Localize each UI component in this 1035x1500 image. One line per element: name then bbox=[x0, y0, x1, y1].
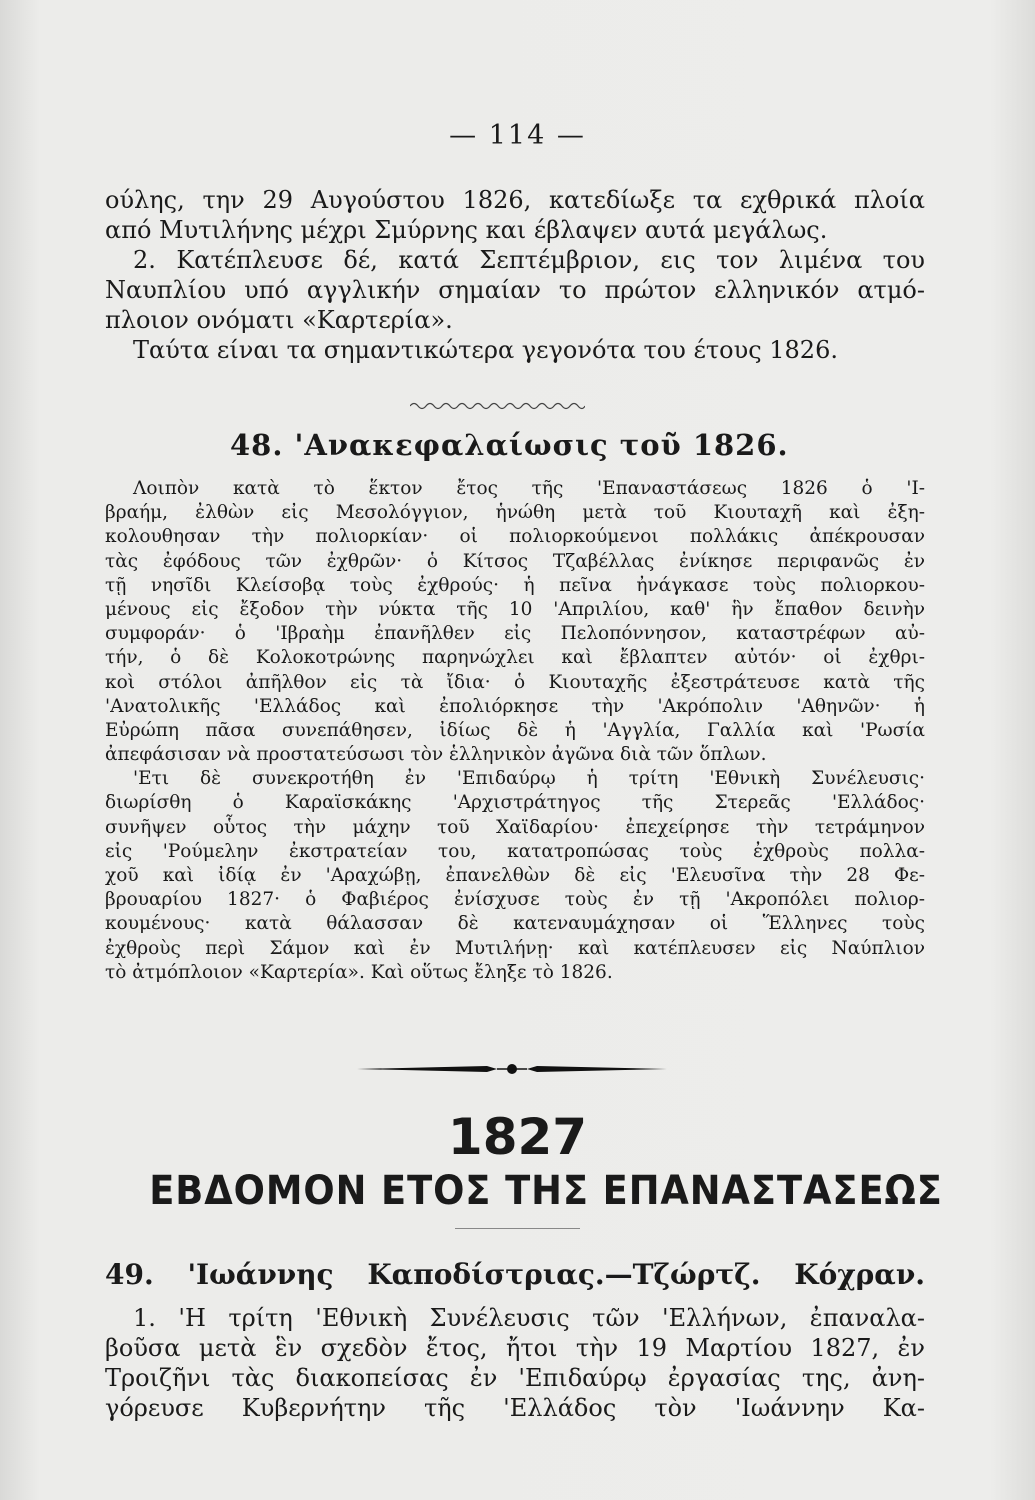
text-line: ἐχθροὺς περὶ Σάμον καὶ ἐν Μυτιλήνῃ· καὶ κατέπλευσεν εἰς Ναύπλιον bbox=[105, 937, 925, 959]
year-title: 1827 bbox=[447, 1108, 588, 1166]
text-line: μένους εἰς ἔξοδον τὴν νύκτα τῆς 10 'Απριλίου, καθ' ἣν ἔπαθον δεινὴν bbox=[105, 598, 925, 620]
text-line: γόρευσε Κυβερνήτην τῆς 'Ελλάδος τὸν 'Ιωάννην Κα- bbox=[105, 1394, 925, 1422]
section-48-body bbox=[105, 477, 925, 985]
wavy-divider bbox=[410, 400, 585, 412]
text-line: τὸ ἀτμόπλοιον «Καρτερία». Καὶ οὕτως ἔληξε τὸ 1826. bbox=[105, 961, 613, 983]
text-line: χοῦ καὶ ἰδίᾳ ἐν 'Αραχώβῃ, ἐπανελθὼν δὲ εἰς 'Ελευσῖνα τὴν 28 Φε- bbox=[105, 865, 925, 886]
text-line: ἀπεφάσισαν νὰ προστατεύσωσι τὸν ἑλληνικὸν ἀγῶνα διὰ τῶν ὅπλων. bbox=[105, 744, 767, 766]
text-line: πλοιον ονόματι «Καρτερία». bbox=[105, 306, 453, 334]
text-line: Ταύτα είναι τα σημαντικώτερα γεγονότα του έτους 1826. bbox=[133, 336, 838, 364]
section-48-heading: 48. 'Ανακεφαλαίωσις τοῦ 1826. bbox=[230, 428, 789, 462]
text-line: κολουθησαν τὴν πολιορκίαν· οἱ πολιορκούμενοι πολλάκις ἀπέκρουσαν bbox=[105, 526, 925, 548]
text-line: Λοιπὸν κατὰ τὸ ἕκτον ἔτος τῆς 'Επαναστάσεως 1826 ὁ 'Ι- bbox=[133, 478, 925, 499]
text-line: συμφοράν· ὁ 'Ιβραὴμ ἐπανῆλθεν εἰς Πελοπόννησον, καταστρέφων αὐ- bbox=[105, 623, 925, 645]
text-line: διωρίσθη ὁ Καραϊσκάκης 'Αρχιστράτηγος τῆς Στερεᾶς 'Ελλάδος· bbox=[105, 792, 925, 814]
text-line: εἰς 'Ρούμελην ἐκστρατείαν του, κατατροπώσας τοὺς ἐχθροὺς πολλα- bbox=[105, 840, 925, 862]
text-line: βραήμ, ἐλθὼν εἰς Μεσολόγγιον, ἡνώθη μετὰ τοῦ Κιουταχῆ καὶ ἐξη- bbox=[105, 502, 925, 524]
text-line: 1. 'Η τρίτη 'Εθνικὴ Συνέλευσις τῶν 'Ελλήνων, ἐπαναλα- bbox=[133, 1304, 925, 1332]
year-subtitle: ΕΒΔΟΜΟΝ ΕΤΟΣ ΤΗΣ ΕΠΑΝΑΣΤΑΣΕΩΣ bbox=[149, 1168, 943, 1214]
section-49-body bbox=[105, 1303, 925, 1423]
section-49-heading: 49. 'Ιωάννης Καποδίστριας.—Τζώρτζ. Κόχραν. bbox=[105, 1258, 925, 1291]
text-line: 'Ανατολικῆς 'Ελλάδος καὶ ἐπολιόρκησε τὴν 'Ακρόπολιν 'Αθηνῶν· ἡ bbox=[105, 695, 925, 717]
ornamental-divider bbox=[357, 1060, 667, 1078]
text-line: κουμένους· κατὰ θάλασσαν δὲ κατεναυμάχησαν οἱ Ἕλληνες τοὺς bbox=[105, 913, 925, 935]
text-line: 'Ετι δὲ συνεκροτήθη ἐν 'Επιδαύρῳ ἡ τρίτη 'Εθνικὴ Συνέλευσις· bbox=[133, 768, 925, 790]
text-line: βοῦσα μετὰ ἓν σχεδὸν ἔτος, ἤτοι τὴν 19 Μαρτίου 1827, ἐν bbox=[105, 1334, 925, 1362]
text-line: Ναυπλίου υπό αγγλικήν σημαίαν το πρώτον ελληνικόν ατμό- bbox=[105, 276, 925, 304]
text-line: βρουαρίου 1827· ὁ Φαβιέρος ἐνίσχυσε τοὺς ἐν τῇ 'Ακροπόλει πολιορ- bbox=[105, 889, 925, 911]
short-rule bbox=[455, 1228, 580, 1229]
text-line: τῇ νησῖδι Κλείσοβᾳ τοὺς ἐχθρούς· ἡ πεῖνα ἠνάγκασε τοὺς πολιορκου- bbox=[105, 574, 925, 596]
text-line: 2. Κατέπλευσε δέ, κατά Σεπτέμβριον, εις τον λιμένα του bbox=[133, 246, 925, 274]
text-line: συνῆψεν οὗτος τὴν μάχην τοῦ Χαϊδαρίου· ἐπεχείρησε τὴν τετράμηνον bbox=[105, 816, 925, 838]
text-line: τήν, ὁ δὲ Κολοκοτρώνης παρηνώχλει καὶ ἔβλαπτεν αὐτόν· οἱ ἐχθρι- bbox=[105, 647, 925, 669]
text-line: κοὶ στόλοι ἀπῆλθον εἰς τὰ ἴδια· ὁ Κιουταχῆς ἐξεστράτευσε κατὰ τῆς bbox=[105, 671, 925, 693]
text-line: ούλης, την 29 Αυγούστου 1826, κατεδίωξε τα εχθρικά πλοία bbox=[105, 186, 925, 214]
top-paragraph bbox=[105, 185, 925, 365]
text-line: Τροιζῆνι τὰς διακοπείσας ἐν 'Επιδαύρῳ ἐργασίας της, ἀνη- bbox=[105, 1364, 925, 1392]
text-line: από Μυτιλήνης μέχρι Σμύρνης και έβλαψεν αυτά μεγάλως. bbox=[105, 216, 828, 244]
text-line: τὰς ἐφόδους τῶν ἐχθρῶν· ὁ Κίτσος Τζαβέλλας ἐνίκησε περιφανῶς ἐν bbox=[105, 550, 925, 572]
page-number: — 114 — bbox=[449, 120, 586, 151]
text-line: Εὐρώπη πᾶσα συνεπάθησεν, ἰδίως δὲ ἡ 'Αγγλία, Γαλλία καὶ 'Ρωσία bbox=[105, 719, 925, 741]
